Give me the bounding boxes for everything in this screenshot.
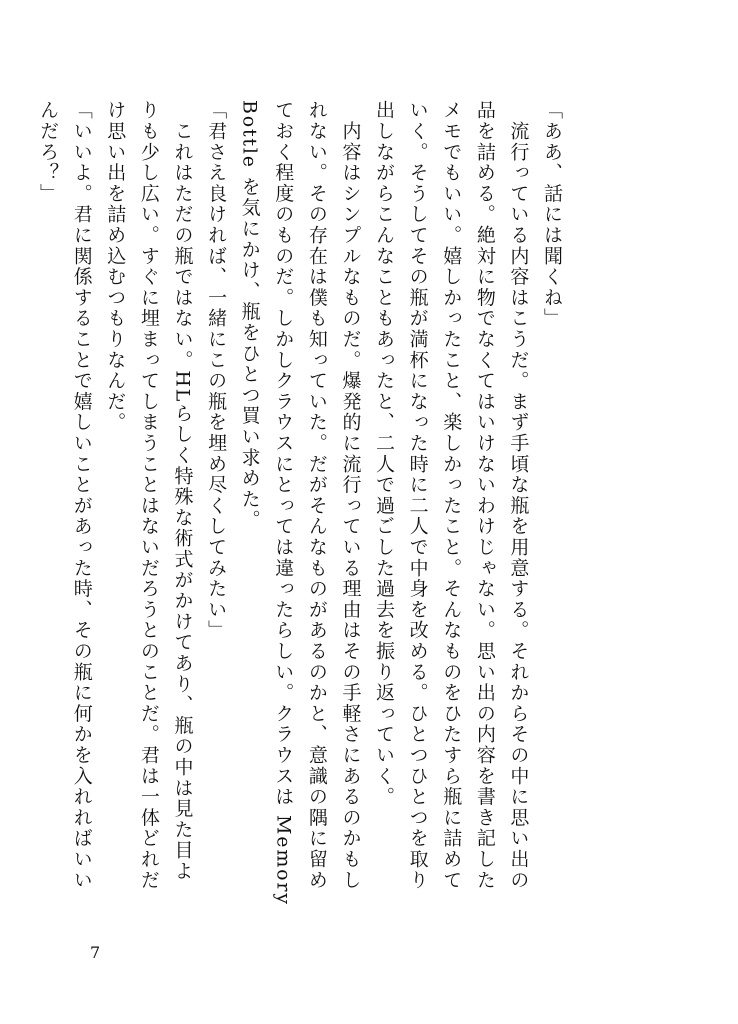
text-line: んだろ？」 xyxy=(37,100,60,204)
text-line: 流行っている内容はこうだ。まず手頃な瓶を用意する。それからその中に思い出の xyxy=(507,100,530,891)
text-line: 「ああ、話には聞くね」 xyxy=(541,100,563,329)
page-number: 7 xyxy=(90,943,101,962)
text-line: ておく程度のものだ。しかしクラウスにとっては違ったらしい。クラウスは Memory xyxy=(272,100,295,906)
text-line: これはただの瓶ではない。HLらしく特殊な術式がかけてあり、瓶の中は見た目よ xyxy=(171,100,194,882)
body-text xyxy=(31,100,569,930)
text-line: 品を詰める。絶対に物でなくてはいけないわけじゃない。思い出の内容を書き記した xyxy=(473,100,496,891)
text-line: 出しながらこんなこともあったと、二人で過ごした過去を振り返っていく。 xyxy=(373,100,396,808)
text-line: メモでもいい。嬉しかったこと、楽しかったこと。そんなものをひたすら瓶に詰めて xyxy=(440,100,463,891)
text-line: け思い出を詰め込むつもりなんだ。 xyxy=(104,100,127,433)
text-line: いく。そうしてその瓶が満杯になった時に二人で中身を改める。ひとつひとつを取り xyxy=(406,100,429,891)
text-line: 「いいよ。君に関係することで嬉しいことがあった時、その瓶に何かを入れればいい xyxy=(70,100,93,891)
text-line: Bottle を気にかけ、瓶をひとつ買い求めた。 xyxy=(238,100,261,531)
text-line: りも少し広い。すぐに埋まってしまうことはないだろうとのことだ。君は一体どれだ xyxy=(137,100,160,891)
text-line: れない。その存在は僕も知っていた。だがそんなものがあるのかと、意識の隅に留め xyxy=(305,100,328,891)
text-line: 「君さえ良ければ、一緒にこの瓶を埋め尽くしてみたい」 xyxy=(205,100,228,641)
text-line: 内容はシンプルなものだ。爆発的に流行っている理由はその手軽さにあるのかもし xyxy=(339,100,362,891)
